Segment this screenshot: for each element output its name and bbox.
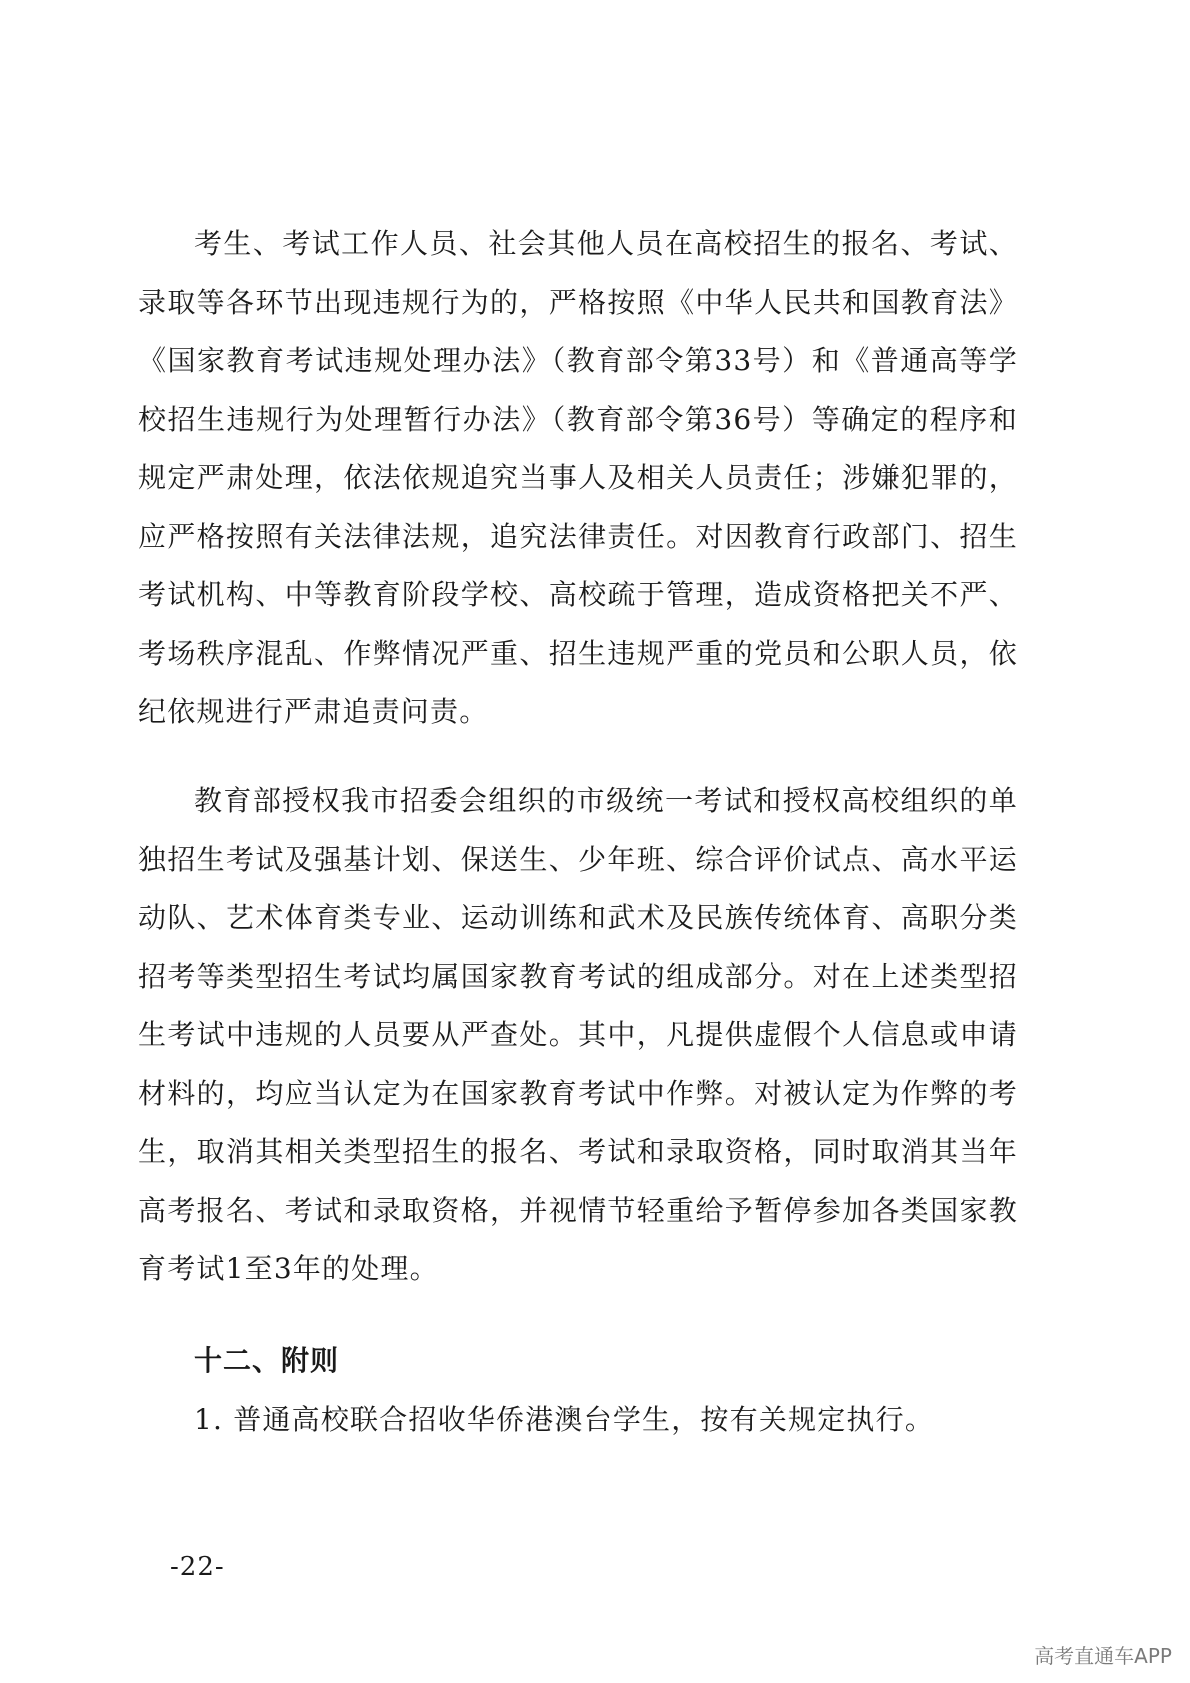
- list-item: 1. 普通高校联合招收华侨港澳台学生，按有关规定执行。: [194, 1403, 935, 1436]
- section-heading: 十二、附则: [194, 1344, 340, 1377]
- watermark: 高考直通车APP: [1034, 1644, 1172, 1668]
- page-number: -22-: [170, 1552, 225, 1582]
- paragraph-violation-handling: 考生、考试工作人员、社会其他人员在高校招生的报名、考试、录取等各环节出现违规行为的，严格按照《中华人民共和国教育法》《国家教育考试违规处理办法》（教育部令第33号）和《普通高等学校招生违规行为处理暂行办法》（教育部令第36号）等确定的程序和规定严肃处理，依法依规追究当事人及相关人员责任；涉嫌犯罪的，应严格按照有关法律法规，追究法律责任。对因教育行政部门、招生考试机构、中等教育阶段学校、高校疏于管理，造成资格把关不严、考场秩序混乱、作弊情况严重、招生违规严重的党员和公职人员，依纪依规进行严肃追责问责。: [138, 227, 1018, 728]
- paragraph-national-exam-scope: 教育部授权我市招委会组织的市级统一考试和授权高校组织的单独招生考试及强基计划、保送生、少年班、综合评价试点、高水平运动队、艺术体育类专业、运动训练和武术及民族传统体育、高职分类招考等类型招生考试均属国家教育考试的组成部分。对在上述类型招生考试中违规的人员要从严查处。其中，凡提供虚假个人信息或申请材料的，均应当认定为在国家教育考试中作弊。对被认定为作弊的考生，取消其相关类型招生的报名、考试和录取资格，同时取消其当年高考报名、考试和录取资格，并视情节轻重给予暂停参加各类国家教育考试1至3年的处理。: [138, 784, 1018, 1285]
